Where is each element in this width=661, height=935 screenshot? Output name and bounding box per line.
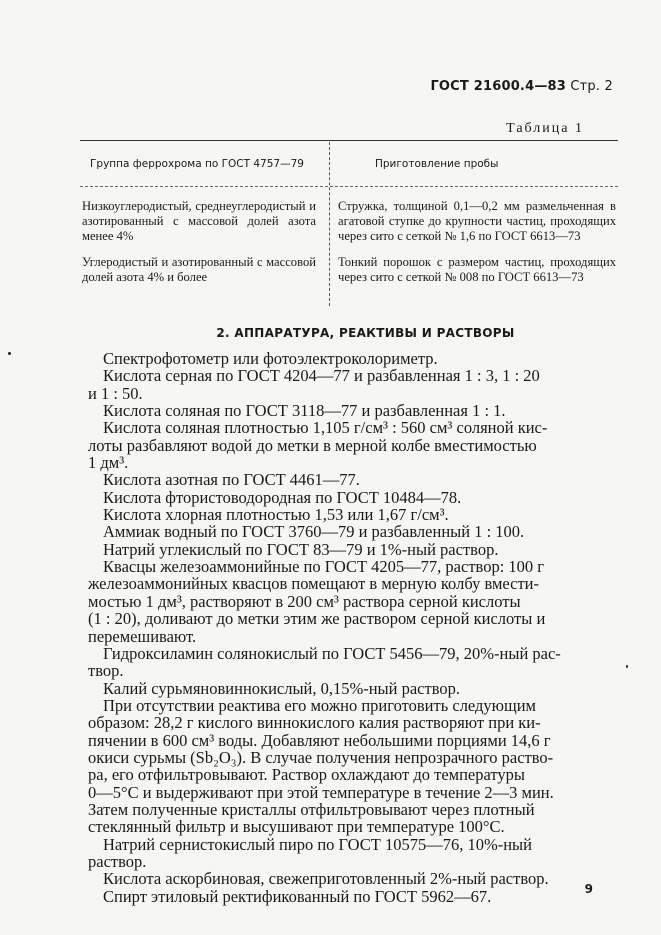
scan-speck	[626, 665, 628, 668]
text-line: Калий сурьмяновиннокислый, 0,15%-ный раствор.	[103, 678, 461, 698]
table-title: Таблица 1	[506, 121, 584, 136]
table-cell-prep-2: Тонкий порошок с размером частиц, проходящих через сито с сеткой № 008 по ГОСТ 6613—73	[338, 255, 616, 284]
text-line: (1 : 20), доливают до метки этим же раствором серной кислоты и	[88, 609, 546, 629]
table-top-rule	[80, 140, 618, 141]
section-body	[88, 349, 603, 906]
text-line: Кислота фтористоводородная по ГОСТ 10484—78.	[103, 487, 462, 507]
text-line: железоаммонийных квасцов помещают в мерную колбу вмести-	[88, 574, 540, 594]
text-line: Кислота хлорная плотностью 1,53 или 1,67 г/см³.	[103, 505, 449, 525]
text-line: стеклянный фильтр и высушивают при температуре 100°С.	[88, 817, 505, 837]
page-header	[430, 79, 613, 94]
page-label: Стр. 2	[570, 79, 613, 94]
section-title: АППАРАТУРА, РЕАКТИВЫ И РАСТВОРЫ	[234, 326, 515, 340]
table-column-divider	[329, 142, 330, 306]
text-line: При отсутствии реактива его можно приготовить следующим	[103, 695, 536, 715]
page-number: 9	[584, 882, 593, 896]
text-line: Кислота аскорбиновая, свежеприготовленный 2%-ный раствор.	[103, 869, 549, 889]
text-line: образом: 28,2 г кислого виннокислого калия растворяют при ки-	[88, 713, 541, 733]
text-line: ра, его отфильтровывают. Раствор охлаждают до температуры	[88, 765, 525, 785]
text-line: Натрий сернистокислый пиро по ГОСТ 10575—76, 10%-ный	[103, 834, 532, 854]
text-line: перемешивают.	[88, 626, 197, 646]
section-heading	[0, 326, 661, 340]
table-cell-group-1: Низкоуглеродистый, среднеуглеродистый и азотированный с массовой долей азота менее 4%	[82, 199, 316, 243]
text-line: 0—5°С и выдерживают при этой температуре в течение 2—3 мин.	[88, 782, 554, 802]
scan-speck	[8, 352, 11, 355]
text-line: Гидроксиламин солянокислый по ГОСТ 5456—79, 20%-ный рас-	[103, 643, 561, 663]
text-line: 1 дм³.	[88, 453, 129, 473]
standard-number: ГОСТ 21600.4—83	[430, 79, 567, 94]
text-line: Квасцы железоаммонийные по ГОСТ 4205—77, раствор: 100 г	[103, 557, 545, 577]
table-header-prep: Приготовление пробы	[375, 158, 499, 170]
sample-prep-table	[80, 140, 618, 308]
table-header-group: Группа феррохрома по ГОСТ 4757—79	[90, 158, 304, 170]
table-cell-prep-1: Стружка, толщиной 0,1—0,2 мм размельченная в агатовой ступке до крупности частиц, проходящих через сито с сеткой № 1,6 по ГОСТ 6613—73	[338, 199, 616, 243]
text-line: твор.	[88, 661, 124, 681]
text-line: окиси сурьмы (Sb₂O₃). В случае получения непрозрачного раство-	[88, 747, 554, 767]
text-line: Затем полученные кристаллы отфильтровывают через плотный	[88, 799, 535, 819]
text-line: и 1 : 50.	[88, 383, 143, 403]
text-line: пячении в 600 см³ воды. Добавляют небольшими порциями 14,6 г	[88, 730, 551, 750]
table-header-rule	[80, 186, 618, 187]
text-line: Кислота соляная по ГОСТ 3118—77 и разбавленная 1 : 1.	[103, 401, 506, 421]
text-line: Кислота азотная по ГОСТ 4461—77.	[103, 470, 360, 490]
text-line: Натрий углекислый по ГОСТ 83—79 и 1%-ный раствор.	[103, 539, 499, 559]
table-cell-group-2: Углеродистый и азотированный с массовой долей азота 4% и более	[82, 255, 316, 284]
text-line: Кислота серная по ГОСТ 4204—77 и разбавленная 1 : 3, 1 : 20	[103, 366, 540, 386]
section-number: 2.	[216, 326, 230, 340]
text-line: Аммиак водный по ГОСТ 3760—79 и разбавленный 1 : 100.	[103, 522, 525, 542]
text-line: Спектрофотометр или фотоэлектроколориметр.	[103, 349, 438, 368]
text-line: раствор.	[88, 851, 147, 871]
text-line: мостью 1 дм³, растворяют в 200 см³ раствора серной кислоты	[88, 591, 521, 611]
text-line: лоты разбавляют водой до метки в мерной колбе вместимостью	[88, 435, 537, 455]
text-line: Кислота соляная плотностью 1,105 г/см³ : 560 см³ соляной кис-	[103, 418, 548, 438]
text-line: Спирт этиловый ректификованный по ГОСТ 5962—67.	[103, 886, 492, 906]
